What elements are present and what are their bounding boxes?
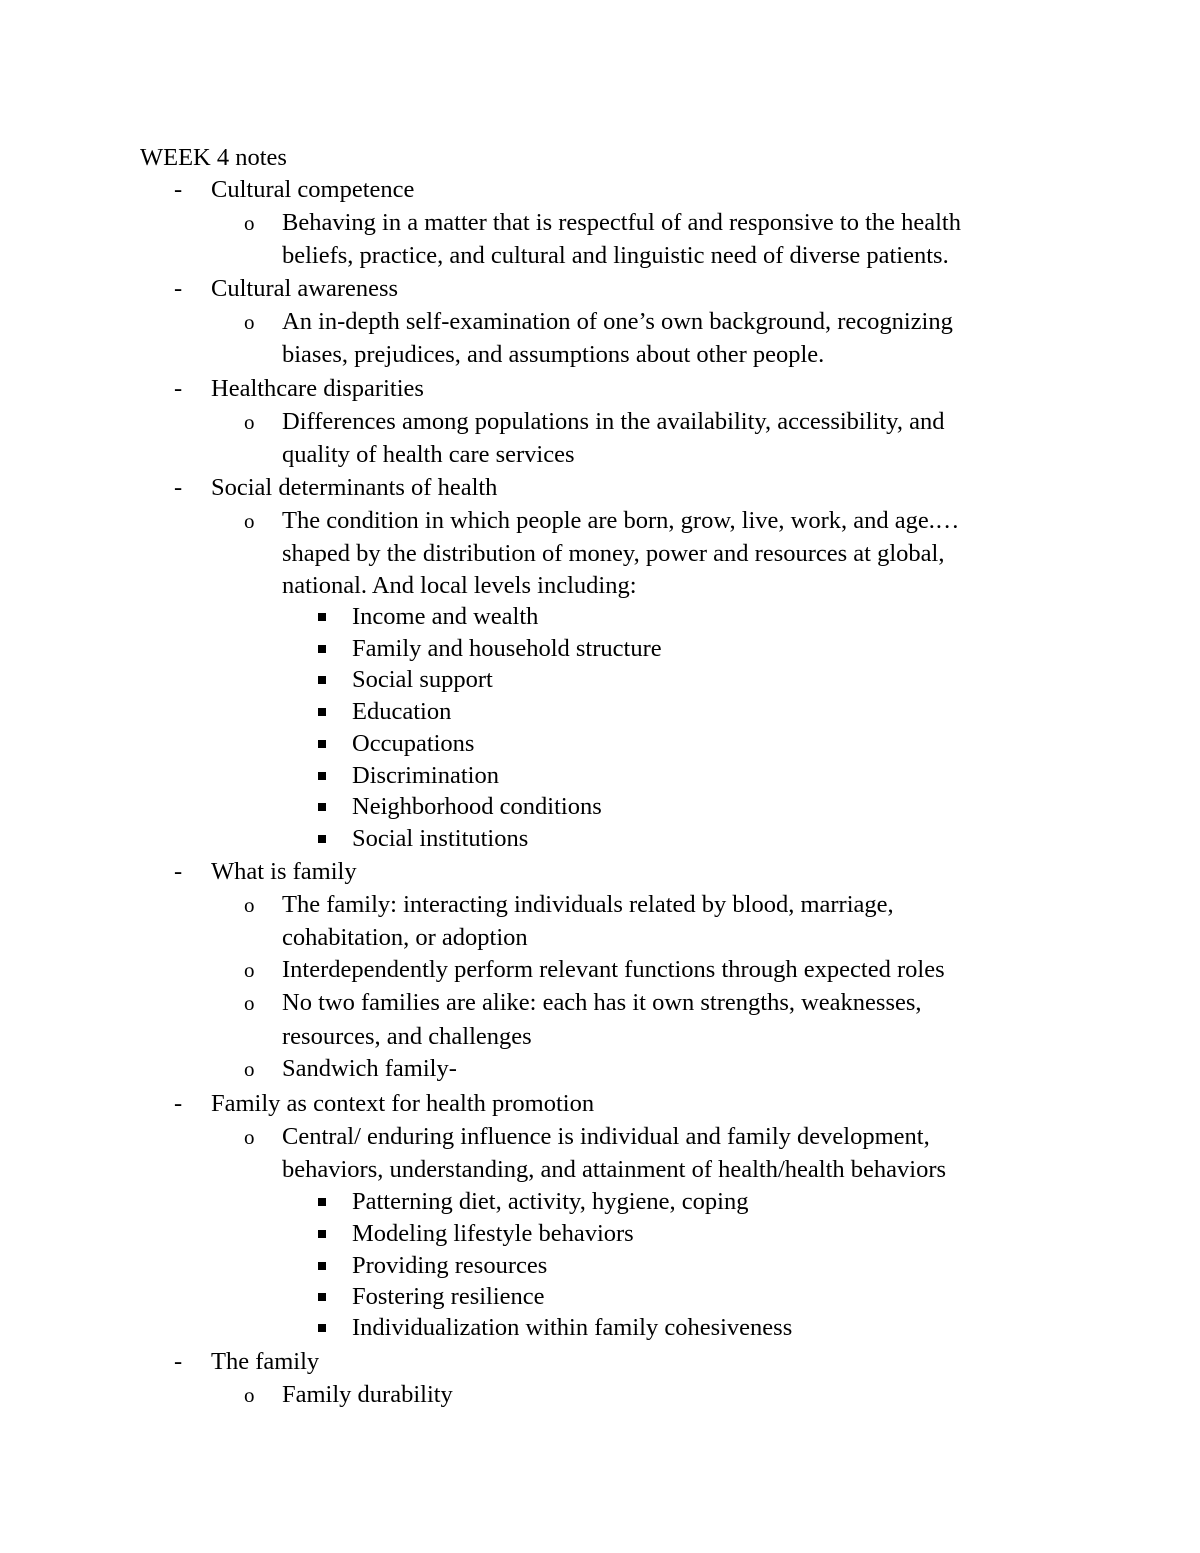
square-bullet (318, 664, 326, 696)
circle-bullet: o (244, 991, 255, 1015)
item-text: The condition in which people are born, grow, live, work, and age.… (282, 507, 960, 534)
circle-bullet: o (244, 893, 255, 917)
item-text: Behaving in a matter that is respectful of and responsive to the health (282, 209, 961, 236)
subitem-text: Discrimination (352, 762, 499, 789)
section-heading: Social determinants of health (211, 474, 498, 501)
subitem-text: Family and household structure (352, 635, 662, 662)
item-text: The family: interacting individuals related by blood, marriage, (282, 891, 894, 918)
section-heading: What is family (211, 858, 357, 885)
section-heading: Family as context for health promotion (211, 1090, 595, 1117)
subitem-text: Fostering resilience (352, 1283, 545, 1310)
circle-bullet: o (244, 211, 255, 235)
dash-bullet: - (174, 858, 183, 885)
circle-bullet: o (244, 310, 255, 334)
section-heading: The family (211, 1348, 320, 1375)
dash-bullet: - (174, 275, 183, 302)
item-text: No two families are alike: each has it own strengths, weaknesses, (282, 989, 922, 1016)
subitem-text: Social institutions (352, 825, 529, 852)
section-heading: Healthcare disparities (211, 375, 424, 402)
subitem-text: Providing resources (352, 1252, 548, 1279)
subitem-text: Modeling lifestyle behaviors (352, 1220, 634, 1247)
section-heading: Cultural awareness (211, 275, 399, 302)
dash-bullet: - (174, 176, 183, 203)
circle-bullet: o (244, 410, 255, 434)
square-bullet (318, 728, 326, 760)
dash-bullet: - (174, 1348, 183, 1375)
item-text: Interdependently perform relevant functions through expected roles (282, 956, 945, 983)
section-heading: Cultural competence (211, 176, 415, 203)
item-text: An in-depth self-examination of one’s own background, recognizing (282, 308, 953, 335)
circle-bullet: o (244, 958, 255, 982)
square-bullet (318, 760, 326, 792)
item-text: biases, prejudices, and assumptions about other people. (282, 341, 825, 368)
item-text: Central/ enduring influence is individual and family development, (282, 1123, 930, 1150)
dash-bullet: - (174, 1090, 183, 1117)
square-bullet (318, 1312, 326, 1344)
circle-bullet: o (244, 1383, 255, 1407)
subitem-text: Occupations (352, 730, 475, 757)
subitem-text: Social support (352, 666, 493, 693)
square-bullet (318, 633, 326, 665)
subitem-text: Patterning diet, activity, hygiene, coping (352, 1188, 749, 1215)
item-text: beliefs, practice, and cultural and linguistic need of diverse patients. (282, 242, 949, 269)
square-bullet (318, 823, 326, 855)
square-bullet (318, 791, 326, 823)
circle-bullet: o (244, 509, 255, 533)
item-text: Differences among populations in the availability, accessibility, and (282, 408, 945, 435)
square-bullet (318, 601, 326, 633)
square-bullet (318, 1250, 326, 1282)
subitem-text: Education (352, 698, 452, 725)
document-title: WEEK 4 notes (140, 144, 287, 171)
item-text: resources, and challenges (282, 1023, 532, 1050)
item-text: national. And local levels including: (282, 572, 637, 599)
item-text: quality of health care services (282, 441, 575, 468)
item-text: cohabitation, or adoption (282, 924, 528, 951)
square-bullet (318, 696, 326, 728)
item-text: Family durability (282, 1381, 453, 1408)
dash-bullet: - (174, 474, 183, 501)
subitem-text: Neighborhood conditions (352, 793, 602, 820)
circle-bullet: o (244, 1125, 255, 1149)
square-bullet (318, 1186, 326, 1218)
subitem-text: Income and wealth (352, 603, 539, 630)
circle-bullet: o (244, 1057, 255, 1081)
item-text: Sandwich family- (282, 1055, 457, 1082)
item-text: shaped by the distribution of money, power and resources at global, (282, 540, 945, 567)
item-text: behaviors, understanding, and attainment of health/health behaviors (282, 1156, 947, 1183)
dash-bullet: - (174, 375, 183, 402)
square-bullet (318, 1281, 326, 1313)
square-bullet (318, 1218, 326, 1250)
subitem-text: Individualization within family cohesiveness (352, 1314, 793, 1341)
